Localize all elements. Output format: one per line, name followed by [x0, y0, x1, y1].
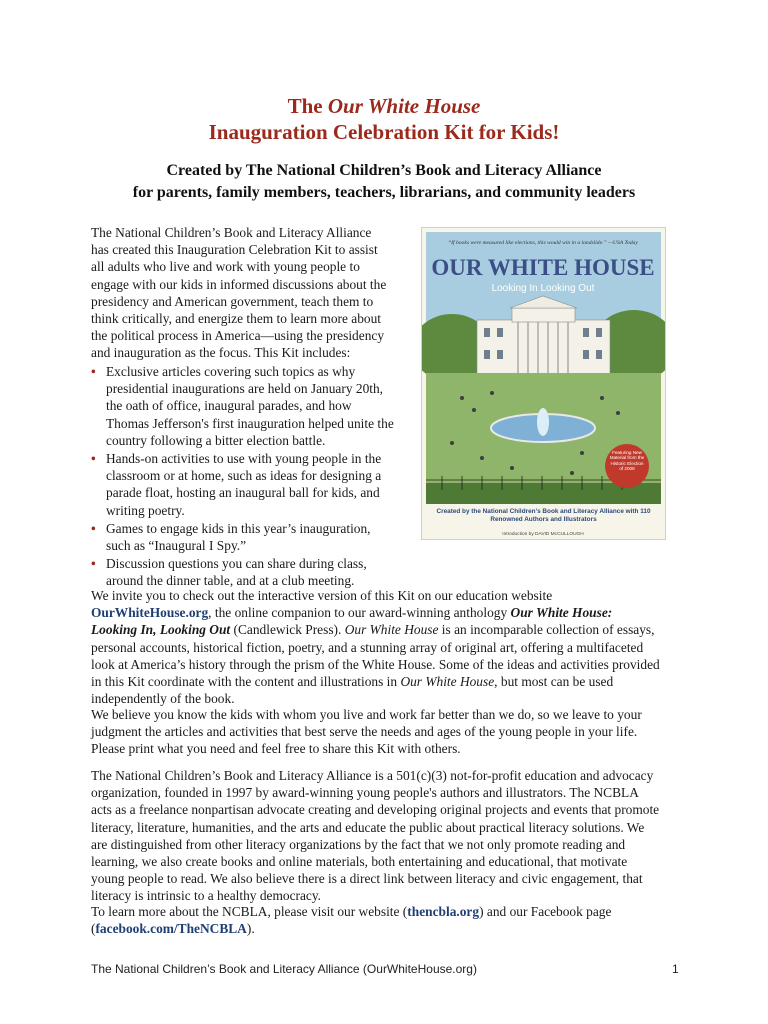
cover-credit: Created by the National Children’s Book and Literacy Alliance with 110 Renowned Authors and Illustrators: [436, 508, 651, 523]
book-title-emphasis: Our White House: Looking In, Looking Out: [91, 605, 613, 638]
title-prefix: The: [287, 94, 323, 118]
judgment-paragraph: We believe you know the kids with whom you live and work far better than we do, so we leave to your judgment the articles and activities that best serve the needs and ages of the young people in your life. Please print what you need and feel free to share this Kit with others.: [91, 707, 642, 757]
cover-intro: Introduction by DAVID McCULLOUGH: [502, 532, 584, 537]
bullet-icon: •: [91, 451, 96, 467]
list-item: • Hands-on activities to use with young people in the classroom or at home, such as ideas for designing a parade float, hosting an inaugural ball for kids, and writing poetry.: [91, 451, 382, 518]
thencbla-link[interactable]: thencbla.org: [407, 904, 480, 919]
page-number: 1: [672, 962, 679, 976]
about-ncbla-paragraph: The National Children’s Book and Literacy Alliance is a 501(c)(3) not-for-profit education and advocacy organization, founded in 1997 by award-winning young people's authors and illustrators. The NCBLA acts as a freelance nonpartisan advocate creating and developing original projects and events that promote literacy, literature, humanities, and the arts and educate the public about practical literacy solutions. We are distinguished from other literacy organizations by the fact that we not only promote reading and learning, we also create books and online materials, both entertaining and educational, that motivate young people to read. We also believe there is a direct link between literacy and civic engagement, that literacy is intrinsic to a healthy democracy.: [91, 768, 660, 904]
invite-paragraph: We invite you to check out the interactive version of this Kit on our education website OurWhiteHouse.org, the online companion to our award-winning anthology Our White House: Looking In, Looking Out (Candlewick Press). Our White House is an incomparable collection of essays, personal accounts, historical fiction, poetry, and a stunning array of original art, offering a multifaceted look at America’s history through the prism of the White House. Some of the ideas and activities provided in this Kit coordinate with the content and illustrations in Our White House, but most can be used independently of the book.: [91, 588, 660, 707]
facebook-link[interactable]: facebook.com/TheNCBLA: [95, 921, 247, 937]
page-title-line2: Inauguration Celebration Kit for Kids!: [208, 120, 560, 144]
cover-quote: “If books were measured like elections, this would win in a landslide.” —USA Today: [448, 240, 638, 246]
intro-paragraph: The National Children’s Book and Literacy Alliance has created this Inauguration Celebration Kit to assist all adults who live and work with young people to engage with our kids in informed discussions about the presidency and American government, teach them to think critically, and energize them to learn more about the political process in America—using the presidency and inauguration as the focus. This Kit includes:: [91, 225, 387, 361]
bullet-icon: •: [91, 520, 96, 536]
title-book-name: Our White House: [327, 94, 481, 118]
kit-contents-list: [91, 363, 396, 591]
bullet-icon: •: [91, 556, 96, 572]
book-cover-illustration: [422, 228, 665, 539]
subtitle-line1: Created by The National Children’s Book and Literacy Alliance: [166, 162, 602, 179]
list-item: • Exclusive articles covering such topics as why presidential inaugurations are held on January 20th, the oath of office, inaugural parades, and how Thomas Jefferson's first inauguration helped unite the country following a bitter election battle.: [91, 364, 394, 448]
bullet-icon: •: [91, 364, 96, 379]
cover-subtitle: Looking In Looking Out: [491, 283, 595, 294]
list-item: • Discussion questions you can share during class, around the dinner table, and at a club meeting.: [91, 556, 367, 589]
list-item: • Games to engage kids in this year’s inauguration, such as “Inaugural I Spy.”: [91, 520, 371, 554]
book-cover-image: [421, 227, 666, 540]
ourwhitehouse-link[interactable]: OurWhiteHouse.org: [91, 605, 209, 621]
cover-badge-text: Featuring New Material from the Historic Election of 2008: [609, 450, 645, 472]
cover-title: OUR WHITE HOUSE: [431, 255, 655, 280]
learn-more-paragraph: To learn more about the NCBLA, please visit our website (thencbla.org) and our Facebook page (facebook.com/TheNCBLA).: [91, 904, 612, 937]
subtitle-line2: for parents, family members, teachers, librarians, and community leaders: [132, 184, 636, 201]
page-footer: The National Children’s Book and Literacy Alliance (OurWhiteHouse.org): [91, 962, 477, 976]
page-title-line1: [0, 93, 768, 119]
